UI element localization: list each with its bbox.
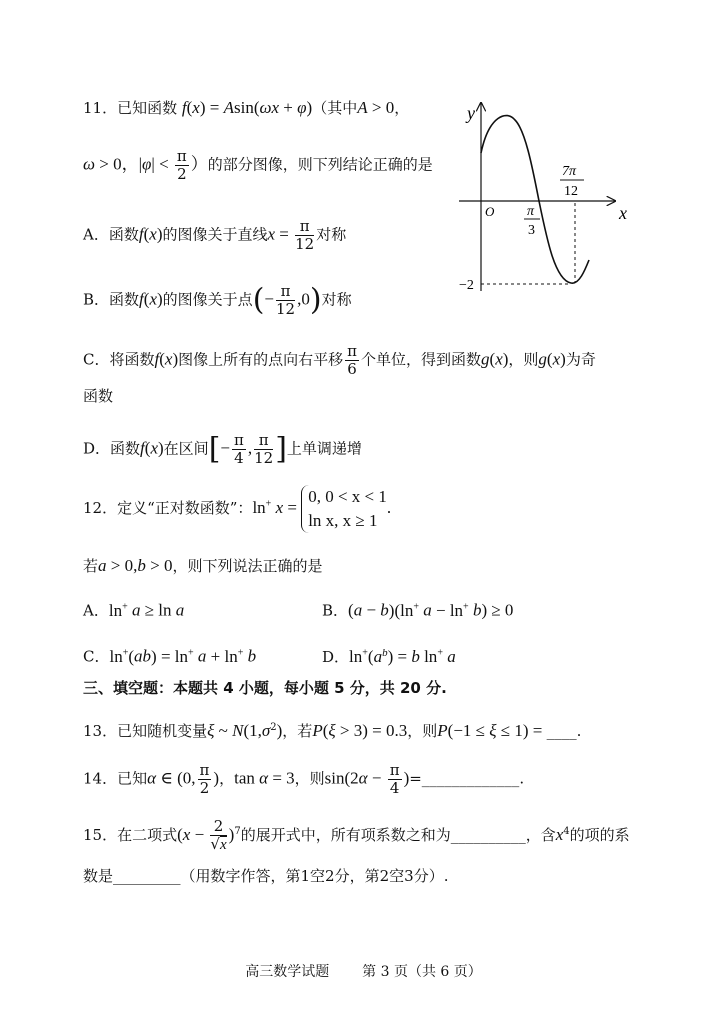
q11-option-d: D．函数f(x)在区间[− $\frac{\pi}{4}$ , $\frac{\pi}{12}$ ]上单调递增 [83,431,362,467]
q11-option-a: A．函数f(x)的图像关于直线x = $\frac{\pi}{12}$ 对称 [83,217,347,253]
section3-title: 三、填空题：本题共 4 小题，每小题 5 分，共 20 分. [83,679,447,697]
q15-text-c: ，含 [525,826,556,844]
q11-d-text-a: 函数 [110,439,141,458]
q11-option-c-cont [83,386,113,406]
q11-c-label: C． [83,350,110,369]
q15-text-f: （用数字作答，第1空2分，第2空3分）. [180,867,449,885]
q13-text-c: ，则 [407,722,438,740]
q13-end: . [576,722,582,740]
q11-stem-a: 已知函数 [117,99,178,117]
q11-d-label: D． [83,439,111,458]
q13-text-a: 已知随机变量 [117,722,208,740]
tick-pi3-den: 3 [528,223,535,238]
q12-stem-a: 定义“正对数函数”： [117,499,253,517]
q11-c-text-b: 图像上所有的点向右平移 [178,350,344,369]
q12-option-c: C．ln+(ab) = ln+ a + ln+ b [83,646,257,666]
q12-cases [301,485,387,533]
q12-a-label: A． [83,601,109,620]
footer-subject: 高三数学试题 [245,964,330,980]
q11-b-text-a: 函数 [109,290,140,309]
q15-number: 15． [83,826,118,844]
q12-stem: 12．定义“正对数函数”：ln+ x = 0, 0 < x < 1 ln x, x ≥ 1 . [83,485,391,533]
q14-answer-blank[interactable]: =_____________ [409,769,520,788]
q12-cond-a: 若 [83,557,99,575]
q12-options-ab: A．ln+ a ≥ ln a [83,600,185,620]
q13-number: 13． [83,722,118,740]
q11-stem-line2: ω > 0，|φ| < $\frac{\pi}{2}$ ）的部分图像，则下列结论正确的是 [83,147,433,183]
q11-a-text-b: 的图像关于直线 [162,225,268,244]
q11-c-text-f: 函数 [83,387,114,405]
q12-option-b: B．(a − b)(ln+ a − ln+ b) ≥ 0 [322,600,514,620]
origin-label: O [485,204,495,219]
tick-pi3-num: π [527,204,535,219]
q11-stem-d: 的部分图像，则下列结论正确的是 [207,155,433,174]
q11-option-b: B．函数f(x)的图像关于点(− $\frac{\pi}{12}$ ,0)对称 [83,282,352,318]
q12-case2: ln x, x ≥ 1 [308,511,378,530]
q12-d-label: D． [322,648,350,666]
x-axis-label: x [619,203,627,223]
q11-stem-b: （其中 [312,99,358,117]
q11-c-text-c: 个单位，得到函数 [361,350,482,369]
q14-text-c: ，则 [294,769,325,788]
q11-a-text-c: 对称 [316,225,347,244]
q15-text-b: 的展开式中，所有项系数之和为 [240,826,451,844]
q15-answer-blank-1[interactable]: __________ [450,826,526,844]
q11-b-text-b: 的图像关于点 [162,290,253,309]
q11-option-c: C．将函数f(x)图像上所有的点向右平移 $\frac{\pi}{6}$ 个单位，得到函数g(x)，则g(x)为奇 [83,342,596,378]
q15-line2 [83,866,448,886]
q12-option-d: D．$\ln^+(a^b) = b$ ln+ a [322,647,456,666]
q15-text-a: 在二项式 [117,826,178,844]
q11-function-graph [447,95,637,295]
q13: 13．已知随机变量ξ ~ $N(1,\sigma^2)$，若P(ξ > 3) = 0.3，则P(−1 ≤ ξ ≤ 1) = ____. [83,721,582,740]
q14-end: . [519,769,525,788]
page-footer [0,961,727,981]
q15-line1: 15．在二项式(x − $\frac{2}{√x}$ )$^7$的展开式中，所有项系数之和为__________，含$x^4$的项的系 [83,817,630,853]
q11-b-text-c: 对称 [321,290,352,309]
q11-d-text-c: 上单调递增 [286,439,362,458]
q14: 14．已知α ∈ (0, $\frac{\pi}{2}$ )，tan α = 3，则sin(2α − $\frac{\pi}{4}$ )=_____________. [83,761,525,797]
q11-c-text-d: ，则 [508,350,539,369]
q11-a-label: A． [83,225,109,244]
q11-stem-line1: 11．已知函数 f(x) = Asin(ωx + φ)（其中A > 0， [83,98,410,117]
tick-neg2: −2 [459,278,474,293]
q11-c-text-a: 将函数 [109,350,155,369]
q11-b-label: B． [83,290,110,309]
q13-answer-blank[interactable]: ____ [546,722,577,740]
q11-d-text-b: 在区间 [163,439,209,458]
q11-stem-c: ， [394,99,410,117]
q14-text-a: 已知 [117,769,148,788]
y-axis-label: y [467,103,475,123]
q12-b-label: B． [322,601,349,620]
q12-case1: 0, 0 < x < 1 [308,487,387,506]
q12-c-label: C． [83,647,110,666]
q12-cond-b: ，则下列说法正确的是 [172,557,323,575]
q15-text-e: 数是 [83,867,114,885]
q13-text-b: ，若 [282,722,313,740]
q12-number: 12． [83,499,118,517]
q15-text-d: 的项的系 [569,826,630,844]
q14-text-b: ， [219,769,235,788]
q12-condition: 若a > 0,b > 0，则下列说法正确的是 [83,556,323,575]
q11-a-text-a: 函数 [108,225,139,244]
tick-7pi12-num: 7π [562,164,577,179]
q14-number: 14． [83,769,118,788]
q15-answer-blank-2[interactable]: _________ [113,867,181,885]
tick-7pi12-den: 12 [564,184,578,199]
q11-number: 11． [83,99,118,117]
footer-page-number: 第 3 页（共 6 页） [362,964,482,980]
q11-c-text-e: 为奇 [565,350,596,369]
sine-curve [481,116,589,284]
